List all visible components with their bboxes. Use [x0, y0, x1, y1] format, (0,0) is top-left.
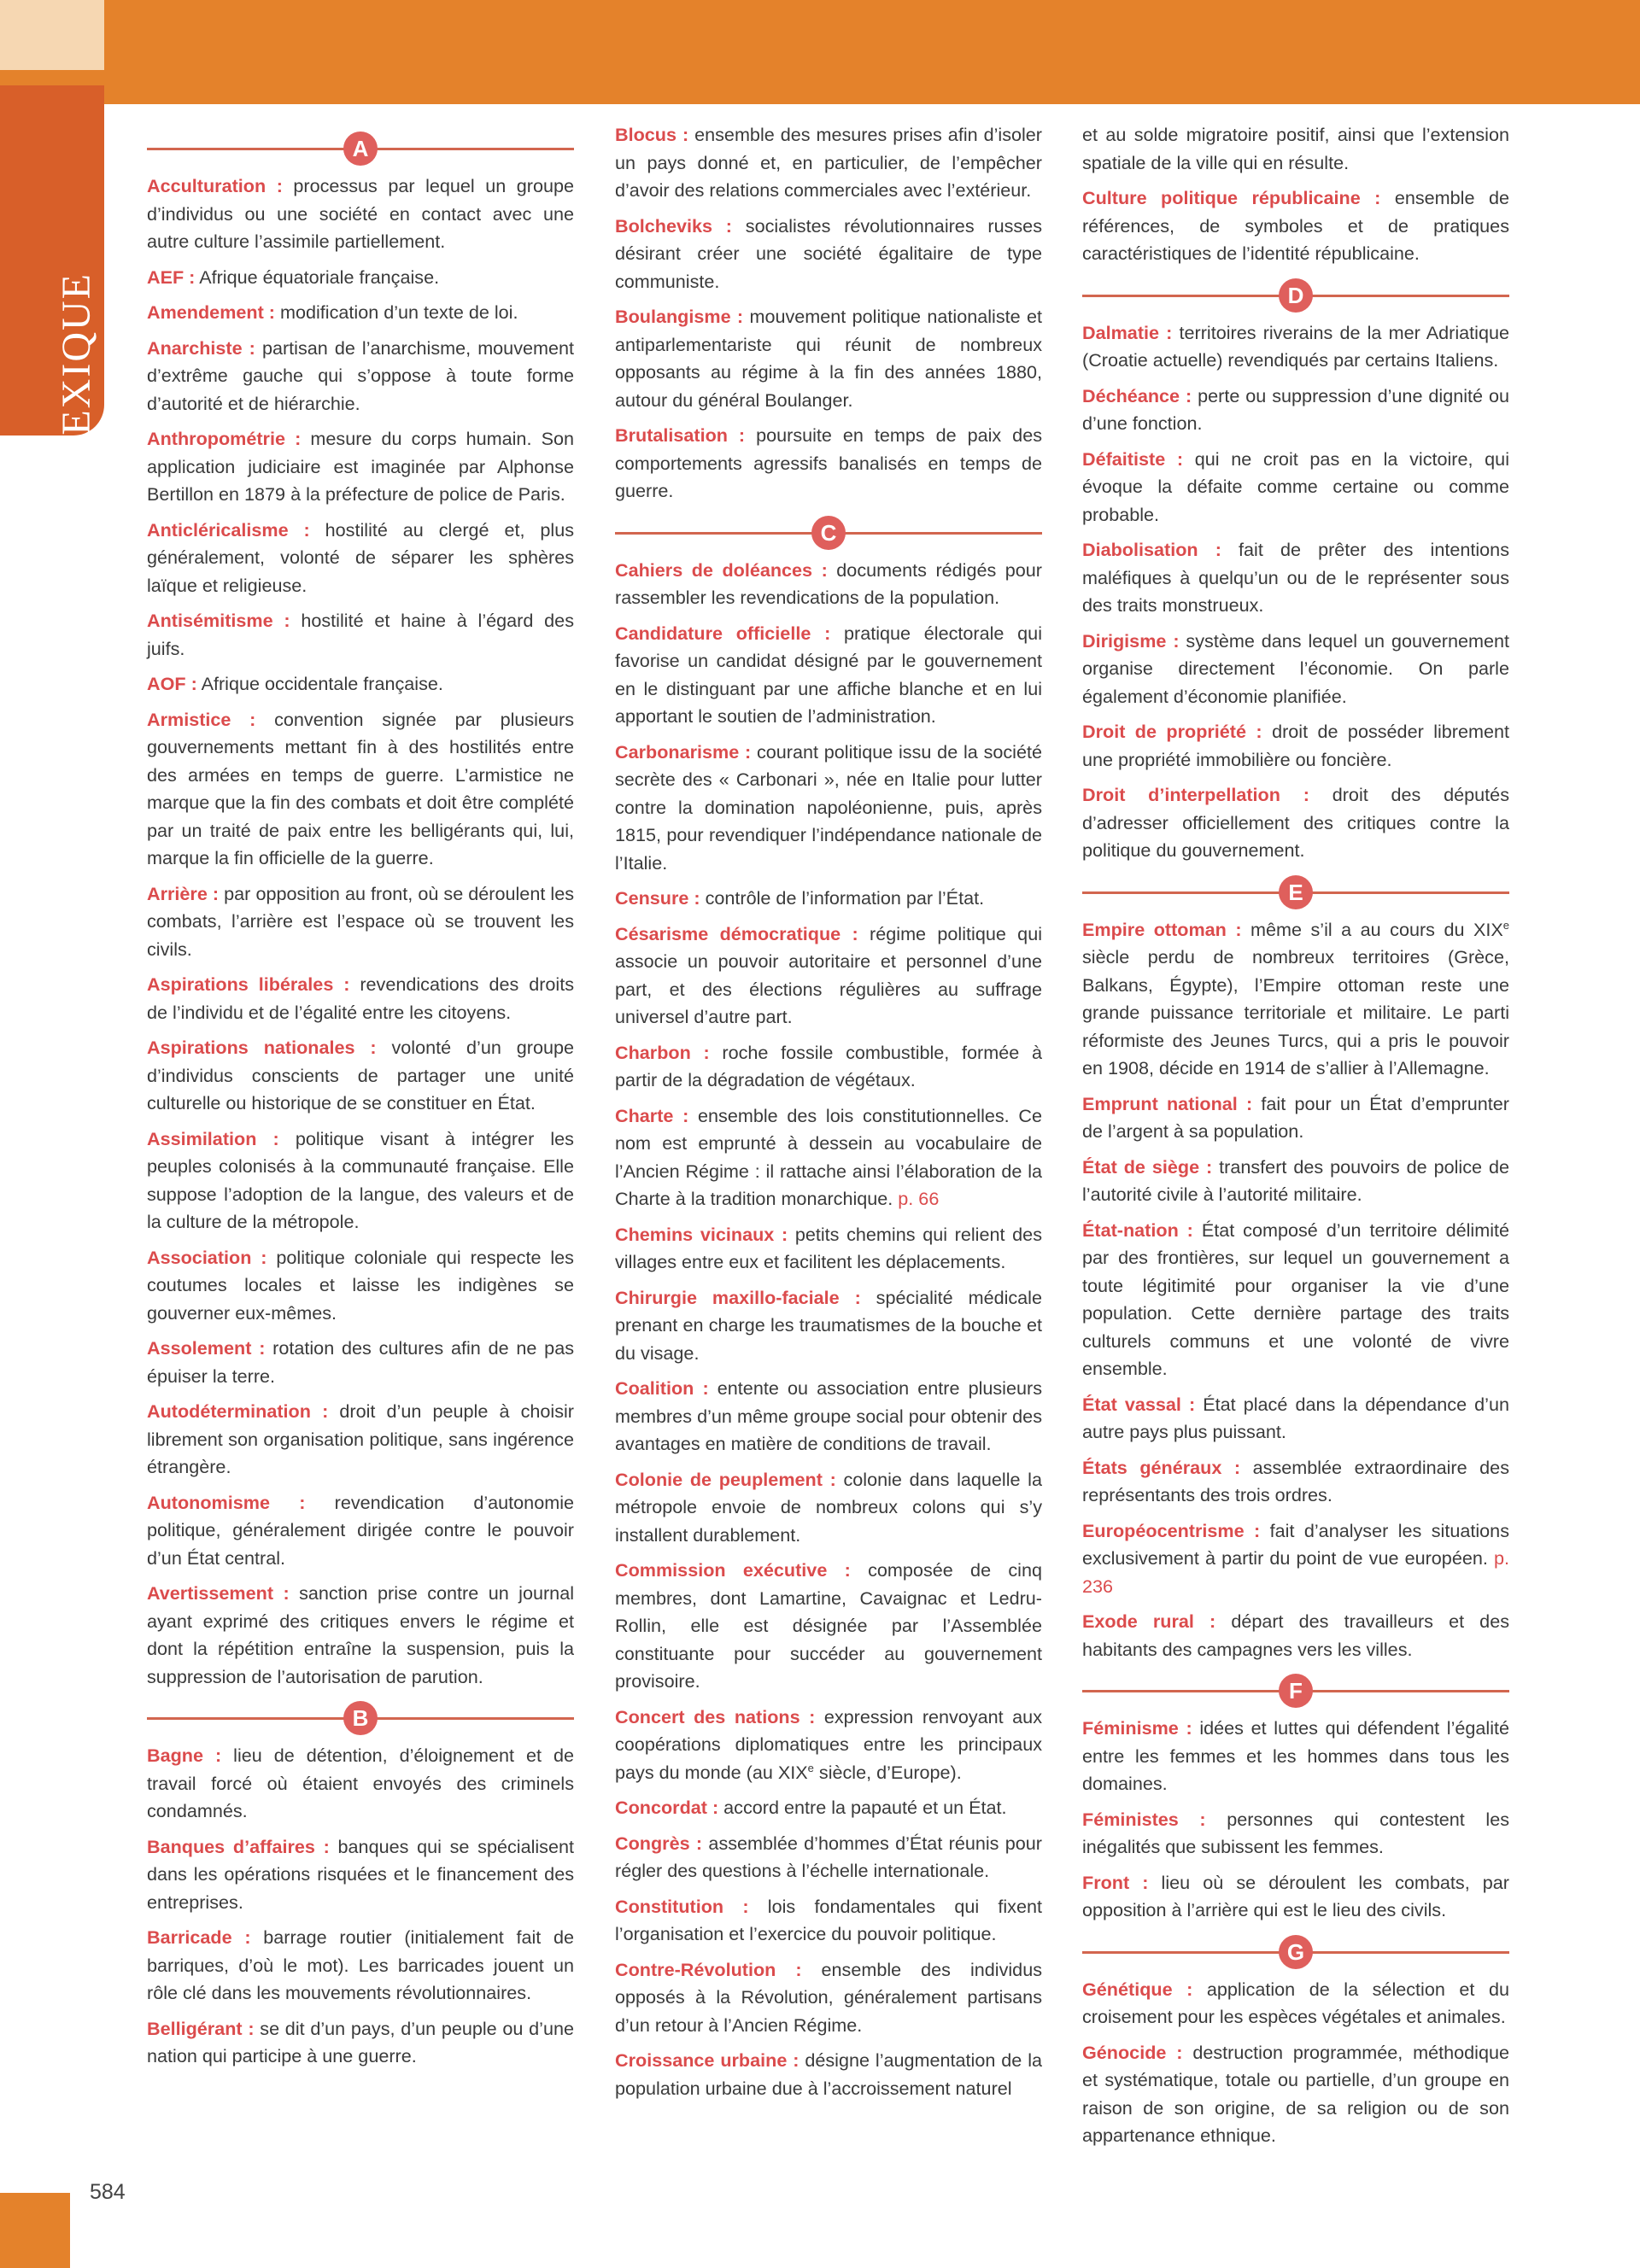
glossary-entry	[1082, 1715, 1509, 1798]
superscript: e	[1502, 918, 1509, 932]
glossary-entry	[615, 620, 1042, 731]
entry-definition: ensemble de références, de symboles et de pratiques caractéristiques de l’identité républicaine.	[1082, 187, 1509, 264]
entry-definition: application de la sélection et du croisement pour les espèces végétales et animales.	[1082, 1978, 1509, 2027]
section-side-tab	[0, 85, 104, 462]
glossary-entry	[1082, 916, 1509, 1083]
entry-definition: politique coloniale qui respecte les coutumes locales et laisse les indigènes se gouverner eux-mêmes.	[147, 1246, 574, 1324]
entry-term: Dirigisme :	[1082, 629, 1180, 652]
entry-definition: roche fossile combustible, formée à partir de la dégradation de végétaux.	[615, 1041, 1042, 1090]
letter-badge: C	[811, 516, 846, 550]
glossary-entry	[615, 1375, 1042, 1458]
entry-definition: ensemble des mesures prises afin d’isoler un pays donné et, en particulier, de l’empêcher d’avoir des relations commerciales avec l’extérieur.	[615, 124, 1042, 201]
glossary-entry	[615, 1284, 1042, 1368]
glossary-entry	[147, 607, 574, 663]
entry-definition: État composé d’un territoire délimité par des frontières, sur lequel un gouvernement a toute légitimité pour organiser la vie d’une population. Cette dernière partage des traits culturels communs et une volonté de vivre ensemble.	[1082, 1219, 1509, 1379]
entry-definition: accord entre la papauté et un État.	[718, 1797, 1007, 1818]
top-banner	[0, 0, 1640, 104]
letter-badge: A	[343, 132, 378, 166]
entry-term: Concert des nations :	[615, 1705, 816, 1727]
glossary-entry	[147, 1489, 574, 1573]
entry-term: Emprunt national :	[1082, 1092, 1253, 1114]
letter-heading	[147, 130, 574, 167]
letter-heading	[1082, 277, 1509, 314]
glossary-entry	[615, 1102, 1042, 1213]
entry-definition: socialistes révolutionnaires russes désirant créer une société égalitaire de type communiste.	[615, 214, 1042, 292]
glossary-entry	[147, 517, 574, 600]
entry-term: Banques d’affaires :	[147, 1835, 330, 1857]
glossary-entry	[147, 299, 574, 327]
bottom-corner-tab	[0, 2193, 70, 2268]
entry-definition: expression renvoyant aux coopérations diplomatiques entre les principaux pays du monde (au XIX	[615, 1705, 1042, 1783]
glossary-entry	[615, 1794, 1042, 1822]
glossary-entry	[147, 1034, 574, 1118]
entry-term: Amendement :	[147, 301, 275, 323]
entry-definition: destruction programmée, méthodique et systématique, totale ou partielle, d’un groupe en raison de son origine, de sa religion ou de son appartenance ethnique.	[1082, 2041, 1509, 2146]
entry-definition: territoires riverains de la mer Adriatique (Croatie actuelle) revendiqués par certains Italiens.	[1082, 321, 1509, 371]
glossary-entry	[147, 880, 574, 964]
glossary-entry	[147, 264, 574, 292]
entry-term: Droit d’interpellation :	[1082, 784, 1309, 805]
glossary-entry	[615, 1704, 1042, 1787]
entry-term: Commission exécutive :	[615, 1559, 851, 1581]
glossary-entry	[147, 1580, 574, 1691]
entry-term: Chirurgie maxillo-faciale :	[615, 1286, 861, 1308]
glossary-entry	[147, 971, 574, 1026]
glossary-entry	[1082, 1090, 1509, 1146]
glossary-entry	[615, 1893, 1042, 1949]
entry-definition: ensemble des individus opposés à la Révolution, généralement partisans d’un retour à l’Ancien Régime.	[615, 1958, 1042, 2036]
entry-definition: fait pour un État d’emprunter de l’argent à sa population.	[1082, 1092, 1509, 1142]
entry-definition: désigne l’augmentation de la population urbaine due à l’accroissement naturel	[615, 2049, 1043, 2099]
letter-badge: G	[1279, 1935, 1313, 1969]
entry-term: Blocus :	[615, 124, 689, 145]
letter-badge: D	[1279, 278, 1313, 313]
entry-term: Culture politique républicaine :	[1082, 187, 1381, 208]
entry-definition: sanction prise contre un journal ayant exprimé des critiques envers le régime et dont la répétition entraîne la suspension, puis la suppression de l’autorisation de parution.	[147, 1582, 574, 1687]
glossary-entry	[147, 1924, 574, 2008]
entry-term: Carbonarisme :	[615, 740, 752, 763]
entry-term: Chemins vicinaux :	[615, 1223, 788, 1245]
entry-term: Cahiers de doléances :	[615, 558, 828, 581]
glossary-entry	[1082, 1608, 1509, 1663]
entry-term: Bolcheviks :	[615, 214, 732, 237]
glossary-entry	[1082, 1154, 1509, 1209]
entry-term: Exode rural :	[1082, 1610, 1216, 1632]
entry-term: État vassal :	[1082, 1393, 1196, 1415]
entry-definition: spécialité médicale prenant en charge les traumatismes de la bouche et du visage.	[615, 1286, 1042, 1364]
entry-term: Charbon :	[615, 1041, 710, 1063]
entry-definition: régime politique qui associe un pouvoir autoritaire et personnel d’une part, et des élections régulières au suffrage universel d’autre part.	[615, 922, 1042, 1027]
entry-definition: fait de prêter des intentions maléfiques à quelqu’un ou de le représenter sous des traits monstrueux.	[1082, 539, 1509, 616]
glossary-entry	[1082, 446, 1509, 529]
glossary-entry	[147, 1742, 574, 1826]
entry-definition: Afrique occidentale française.	[196, 673, 443, 694]
entry-term: Belligérant :	[147, 2017, 255, 2039]
entry-term: Censure :	[615, 887, 700, 909]
entry-definition: pratique électorale qui favorise un candidat désigné par le gouvernement en le distinguant par une affiche blanche et en lui apportant le soutien de l’administration.	[615, 622, 1042, 727]
glossary-entry	[147, 670, 574, 699]
entry-term: Front :	[1082, 1871, 1149, 1893]
glossary-entry	[1082, 184, 1509, 268]
entry-definition: lois fondamentales qui fixent l’organisation et l’exercice du pouvoir politique.	[615, 1895, 1042, 1944]
entry-definition: politique visant à intégrer les peuples colonisés à la communauté française. Elle suppose l’adoption de la langue, des valeurs et de la culture de la métropole.	[147, 1127, 574, 1232]
entry-term: Droit de propriété :	[1082, 721, 1262, 742]
page-reference: p. 236	[1082, 1547, 1509, 1597]
entry-term: Diabolisation :	[1082, 539, 1221, 560]
entry-definition: départ des travailleurs et des habitants des campagnes vers les villes.	[1082, 1610, 1510, 1660]
letter-heading	[615, 514, 1042, 552]
entry-definition: modification d’un texte de loi.	[274, 301, 518, 323]
entry-term: Croissance urbaine :	[615, 2049, 800, 2071]
entry-term: AEF :	[147, 266, 196, 288]
entry-term: Colonie de peuplement :	[615, 1468, 836, 1490]
entry-definition-cont: siècle, d’Europe).	[813, 1761, 962, 1783]
glossary-entry	[147, 335, 574, 418]
glossary-entry	[147, 1833, 574, 1917]
entry-term: Génétique :	[1082, 1978, 1193, 2000]
letter-badge: B	[343, 1701, 378, 1735]
entry-definition: droit des députés d’adresser officiellement des critiques contre la politique du gouvernement.	[1082, 784, 1509, 861]
entry-definition: système dans lequel un gouvernement organise directement l’économie. On parle également d’économie planifiée.	[1082, 629, 1509, 707]
glossary-entry	[615, 2047, 1042, 2102]
entry-term: Assimilation :	[147, 1127, 279, 1149]
entry-definition: par opposition au front, où se déroulent les combats, l’arrière est l’espace où se trouvent les civils.	[147, 882, 575, 960]
entry-term: Antisémitisme :	[147, 610, 290, 631]
entry-term: Dalmatie :	[1082, 321, 1173, 343]
glossary-entry	[1082, 1976, 1509, 2031]
entry-definition-cont: siècle perdu de nombreux territoires (Grèce, Balkans, Égypte), l’Empire ottoman reste une grande puissance territoriale et militaire. Le parti réformiste des Jeunes Turcs, qui a pris le pouvoir en 1908, décide en 1914 de s’allier à l’Allemagne.	[1082, 946, 1509, 1078]
entry-term: Coalition :	[615, 1377, 709, 1399]
entry-definition: qui ne croit pas en la victoire, qui évoque la défaite comme certaine ou comme probable.	[1082, 447, 1509, 525]
continued-definition: et au solde migratoire positif, ainsi que l’extension spatiale de la ville qui en résulte.	[1082, 124, 1509, 173]
entry-definition: assemblée d’hommes d’État réunis pour régler des questions à l’échelle internationale.	[615, 1832, 1042, 1881]
page-reference: p. 66	[898, 1188, 940, 1209]
glossary-entry	[147, 1335, 574, 1390]
entry-definition: barrage routier (initialement fait de barriques, d’où le mot). Les barricades jouent un rôle clé dans les mouvements révolutionnaires.	[147, 1926, 574, 2003]
glossary-entry	[1082, 628, 1509, 711]
entry-definition: entente ou association entre plusieurs membres d’un même groupe social pour obtenir des avantages en matière de conditions de travail.	[615, 1377, 1042, 1454]
top-corner-block	[0, 0, 104, 70]
glossary-entry	[147, 1125, 574, 1236]
entry-term: Boulangisme :	[615, 306, 744, 327]
entry-definition: hostilité au clergé et, plus généralement, volonté de séparer les sphères laïque et religieuse.	[147, 518, 575, 596]
superscript: e	[807, 1761, 814, 1774]
glossary-entry	[615, 557, 1042, 612]
entry-term: États généraux :	[1082, 1456, 1241, 1478]
entry-term: Césarisme démocratique :	[615, 922, 858, 944]
entry-definition: même s’il a au cours du XIX	[1241, 918, 1503, 940]
glossary-column-2	[615, 121, 1042, 2110]
glossary-entry	[1082, 1454, 1509, 1510]
entry-term: Bagne :	[147, 1745, 222, 1766]
letter-heading	[147, 1699, 574, 1737]
glossary-entry	[615, 1956, 1042, 2040]
glossary-entry	[147, 425, 574, 509]
glossary-entry	[1082, 1391, 1509, 1447]
entry-definition: rotation des cultures afin de ne pas épuiser la terre.	[147, 1337, 575, 1387]
entry-definition: hostilité et haine à l’égard des juifs.	[147, 610, 574, 659]
glossary-entry	[615, 921, 1042, 1032]
entry-term: Charte :	[615, 1104, 689, 1126]
entry-definition: revendication d’autonomie politique, généralement dirigée contre le pouvoir d’un État central.	[147, 1491, 574, 1569]
entry-term: Féminisme :	[1082, 1717, 1192, 1739]
entry-definition: perte ou suppression d’une dignité ou d’une fonction.	[1082, 384, 1509, 434]
glossary-entry	[1082, 1806, 1509, 1862]
entry-term: Autonomisme :	[147, 1491, 306, 1513]
glossary-entry	[615, 303, 1042, 414]
glossary-entry	[1082, 2039, 1509, 2150]
glossary-entry	[1082, 781, 1509, 865]
entry-term: Arrière :	[147, 882, 220, 904]
entry-definition: volonté d’un groupe d’individus conscients de partager une unité culturelle ou historique de se constituer en État.	[147, 1037, 574, 1114]
entry-definition: État placé dans la dépendance d’un autre pays plus puissant.	[1082, 1393, 1510, 1442]
entry-term: Aspirations libérales :	[147, 973, 350, 995]
entry-definition: transfert des pouvoirs de police de l’autorité civile à l’autorité militaire.	[1082, 1155, 1509, 1205]
entry-term: Barricade :	[147, 1926, 251, 1948]
letter-heading	[1082, 1933, 1509, 1971]
entry-term: Européocentrisme :	[1082, 1519, 1261, 1541]
entry-term: Brutalisation :	[615, 424, 746, 446]
glossary-entry	[615, 1557, 1042, 1696]
glossary-entry	[1082, 718, 1509, 774]
entry-term: Génocide :	[1082, 2041, 1183, 2063]
entry-definition: lieu de détention, d’éloignement et de travail forcé où étaient envoyés des criminels condamnés.	[147, 1745, 575, 1821]
glossary-entry	[147, 1244, 574, 1328]
entry-definition: revendications des droits de l’individu et de l’égalité entre les citoyens.	[147, 973, 574, 1023]
entry-definition: composée de cinq membres, dont Lamartine, Cavaignac et Ledru-Rollin, elle est désignée par l’Assemblée constituante pour succéder au gouvernement provisoire.	[615, 1559, 1042, 1692]
glossary-entry	[615, 121, 1042, 205]
entry-definition: contrôle de l’information par l’État.	[700, 887, 985, 909]
glossary-column-3	[1082, 121, 1509, 2158]
entry-definition: poursuite en temps de paix des comportements agressifs banalisés en temps de guerre.	[615, 424, 1042, 501]
entry-definition: se dit d’un pays, d’un peuple ou d’une nation qui participe à une guerre.	[147, 2017, 574, 2066]
entry-definition: ensemble des lois constitutionnelles. Ce nom est emprunté à dessein au vocabulaire de l’Ancien Régime : il rattache ainsi l’élaboration de la Charte à la tradition monarchique.	[615, 1104, 1042, 1209]
glossary-entry	[1082, 1517, 1509, 1601]
entry-term: Autodétermination :	[147, 1400, 329, 1422]
glossary-entry	[147, 172, 574, 256]
letter-badge: F	[1279, 1674, 1313, 1708]
entry-term: État-nation :	[1082, 1219, 1193, 1241]
entry-term: Assolement :	[147, 1337, 266, 1359]
entry-term: Déchéance :	[1082, 384, 1192, 406]
glossary-entry	[615, 422, 1042, 506]
letter-badge: E	[1279, 875, 1313, 909]
entry-term: État de siège :	[1082, 1155, 1213, 1178]
entry-term: Armistice :	[147, 708, 256, 730]
entry-definition: Afrique équatoriale française.	[195, 266, 440, 288]
entry-definition: convention signée par plusieurs gouvernements mettant fin à des hostilités entre des armées en temps de guerre. L’armistice ne marque que la fin des combats et doit être complété par un traité de paix entre les belligérants qui, lui, marque la fin officielle de la guerre.	[147, 708, 574, 868]
entry-term: Anthropométrie :	[147, 428, 302, 449]
entry-definition: banques qui se spécialisent dans les opérations risquées et le financement des entreprises.	[147, 1835, 574, 1913]
glossary-entry	[615, 885, 1042, 913]
entry-definition: petits chemins qui relient des villages entre eux et facilitent les déplacements.	[615, 1223, 1042, 1272]
entry-term: Association :	[147, 1246, 267, 1268]
glossary-entry	[147, 1398, 574, 1482]
letter-heading	[1082, 874, 1509, 911]
glossary-entry	[615, 1039, 1042, 1095]
letter-heading	[1082, 1672, 1509, 1710]
glossary-entry	[615, 213, 1042, 296]
entry-definition: documents rédigés pour rassembler les revendications de la population.	[615, 558, 1042, 608]
glossary-entry	[147, 706, 574, 873]
entry-definition: droit d’un peuple à choisir librement son organisation politique, sans ingérence étrangère.	[147, 1400, 574, 1477]
entry-definition: lieu où se déroulent les combats, par opposition à l’arrière qui est le lieu des civils.	[1082, 1871, 1509, 1920]
entry-definition: droit de posséder librement une propriété immobilière ou foncière.	[1082, 721, 1510, 770]
glossary-entry	[615, 1830, 1042, 1885]
glossary-entry	[1082, 536, 1509, 620]
entry-term: Empire ottoman :	[1082, 918, 1242, 940]
glossary-entry	[1082, 1869, 1509, 1925]
side-tab-label: LEXIQUE	[54, 272, 99, 462]
glossary-entry	[147, 2015, 574, 2071]
entry-term: Concordat :	[615, 1797, 719, 1818]
glossary-entry	[1082, 1217, 1509, 1383]
entry-term: Avertissement :	[147, 1582, 290, 1604]
glossary-column-1	[147, 121, 574, 2078]
glossary-entry	[1082, 383, 1509, 438]
page-number: 584	[90, 2180, 126, 2204]
glossary-entry	[615, 1221, 1042, 1277]
entry-definition: mesure du corps humain. Son application judiciaire est imaginée par Alphonse Bertillon en 1879 à la préfecture de police de Paris.	[147, 428, 574, 505]
entry-definition: fait d’analyser les situations exclusivement à partir du point de vue européen.	[1082, 1519, 1509, 1569]
entry-term: Anticléricalisme :	[147, 518, 310, 541]
entry-term: Défaitiste :	[1082, 447, 1184, 470]
entry-definition: assemblée extraordinaire des représentants des trois ordres.	[1082, 1456, 1509, 1505]
entry-definition: courant politique issu de la société secrète des « Carbonari », née en Italie pour lutter contre la domination napoléonienne, puis, après 1815, pour revendiquer l’indépendance nationale de l’Italie.	[615, 740, 1042, 874]
entry-term: Féministes :	[1082, 1808, 1206, 1830]
entry-definition: partisan de l’anarchisme, mouvement d’extrême gauche qui s’oppose à toute forme d’autorité et de hiérarchie.	[147, 336, 575, 414]
entry-term: Aspirations nationales :	[147, 1037, 377, 1058]
entry-term: AOF :	[147, 673, 197, 694]
glossary-entry	[1082, 319, 1509, 375]
entry-definition: processus par lequel un groupe d’individus ou une société en contact avec une autre culture l’assimile partiellement.	[147, 175, 575, 252]
entry-term: Congrès :	[615, 1832, 703, 1854]
glossary-entry	[615, 1466, 1042, 1550]
entry-term: Candidature officielle :	[615, 622, 831, 644]
entry-definition: colonie dans laquelle la métropole envoie de nombreux colons qui s’y installent durablement.	[615, 1468, 1042, 1546]
entry-definition: personnes qui contestent les inégalités que subissent les femmes.	[1082, 1808, 1509, 1857]
entry-term: Acculturation :	[147, 175, 283, 196]
entry-definition: idées et luttes qui défendent l’égalité entre les femmes et les hommes dans tous les domaines.	[1082, 1717, 1509, 1794]
entry-term: Constitution :	[615, 1895, 749, 1917]
entry-definition: mouvement politique nationaliste et antiparlementariste qui réunit de nombreux opposants au régime à la fin des années 1880, autour du général Boulanger.	[615, 306, 1042, 411]
glossary-entry	[615, 739, 1042, 878]
entry-term: Anarchiste :	[147, 336, 255, 359]
entry-term: Contre-Révolution :	[615, 1958, 802, 1980]
